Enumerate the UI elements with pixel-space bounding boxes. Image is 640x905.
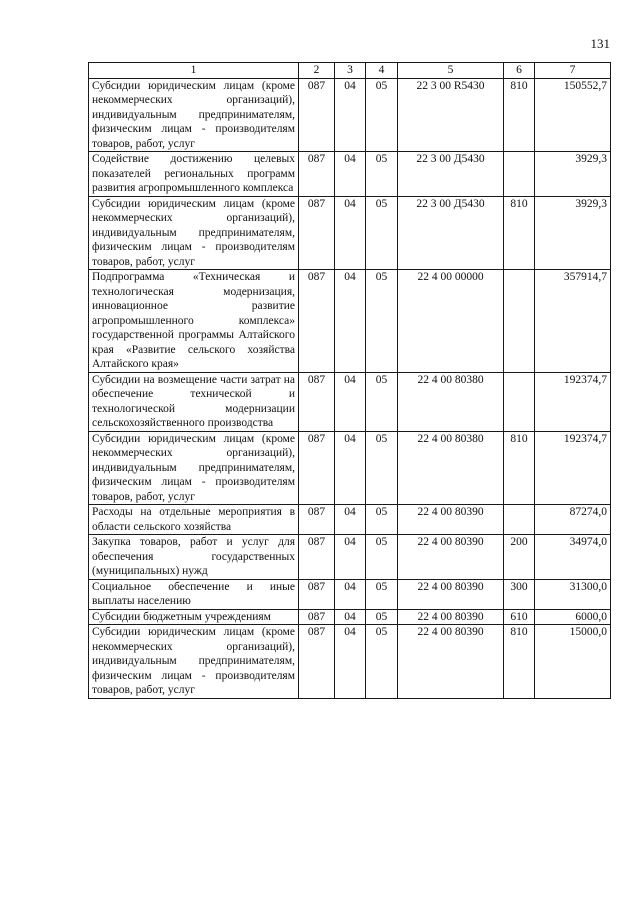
subsection-code-cell: 05	[366, 78, 398, 152]
subsection-code-cell: 05	[366, 535, 398, 580]
section-code-cell: 04	[335, 609, 366, 625]
target-article-cell: 22 4 00 80390	[398, 579, 504, 609]
expense-name-cell: Субсидии юридическим лицам (кроме некоммерческих организаций), индивидуальным предпринимателям, физическим лицам - производителям товаров, работ, услуг	[89, 625, 299, 699]
section-code-cell: 04	[335, 535, 366, 580]
expense-name-cell: Расходы на отдельные мероприятия в области сельского хозяйства	[89, 505, 299, 535]
target-article-cell: 22 4 00 80390	[398, 609, 504, 625]
expense-type-cell: 200	[504, 535, 535, 580]
subsection-code-cell: 05	[366, 431, 398, 505]
department-code-cell: 087	[299, 431, 335, 505]
department-code-cell: 087	[299, 625, 335, 699]
amount-cell: 357914,7	[535, 270, 611, 373]
section-code-cell: 04	[335, 579, 366, 609]
expense-type-cell	[504, 270, 535, 373]
section-code-cell: 04	[335, 505, 366, 535]
department-code-cell: 087	[299, 372, 335, 431]
subsection-code-cell: 05	[366, 372, 398, 431]
table-body	[89, 78, 611, 698]
subsection-code-cell: 05	[366, 609, 398, 625]
section-code-cell: 04	[335, 196, 366, 270]
target-article-cell: 22 3 00 Д5430	[398, 152, 504, 197]
column-header-4: 4	[366, 63, 398, 79]
expense-type-cell: 610	[504, 609, 535, 625]
amount-cell: 192374,7	[535, 431, 611, 505]
expense-type-cell: 810	[504, 431, 535, 505]
column-header-1: 1	[89, 63, 299, 79]
section-code-cell: 04	[335, 372, 366, 431]
target-article-cell: 22 3 00 R5430	[398, 78, 504, 152]
department-code-cell: 087	[299, 505, 335, 535]
table-row	[89, 535, 611, 580]
column-header-2: 2	[299, 63, 335, 79]
table-row	[89, 625, 611, 699]
department-code-cell: 087	[299, 78, 335, 152]
column-header-5: 5	[398, 63, 504, 79]
department-code-cell: 087	[299, 270, 335, 373]
amount-cell: 3929,3	[535, 152, 611, 197]
subsection-code-cell: 05	[366, 270, 398, 373]
table-row	[89, 196, 611, 270]
expense-name-cell: Субсидии юридическим лицам (кроме некоммерческих организаций), индивидуальным предпринимателям, физическим лицам - производителям товаров, работ, услуг	[89, 78, 299, 152]
expense-type-cell: 810	[504, 78, 535, 152]
expense-name-cell: Субсидии юридическим лицам (кроме некоммерческих организаций), индивидуальным предпринимателям, физическим лицам - производителям товаров, работ, услуг	[89, 196, 299, 270]
expense-name-cell: Субсидии юридическим лицам (кроме некоммерческих организаций), индивидуальным предпринимателям, физическим лицам - производителям товаров, работ, услуг	[89, 431, 299, 505]
amount-cell: 31300,0	[535, 579, 611, 609]
amount-cell: 34974,0	[535, 535, 611, 580]
expense-type-cell: 300	[504, 579, 535, 609]
target-article-cell: 22 4 00 00000	[398, 270, 504, 373]
department-code-cell: 087	[299, 152, 335, 197]
table-row	[89, 579, 611, 609]
column-header-7: 7	[535, 63, 611, 79]
section-code-cell: 04	[335, 625, 366, 699]
subsection-code-cell: 05	[366, 505, 398, 535]
expense-name-cell: Субсидии бюджетным учреждениям	[89, 609, 299, 625]
section-code-cell: 04	[335, 270, 366, 373]
target-article-cell: 22 4 00 80390	[398, 505, 504, 535]
target-article-cell: 22 4 00 80380	[398, 431, 504, 505]
target-article-cell: 22 4 00 80390	[398, 625, 504, 699]
amount-cell: 15000,0	[535, 625, 611, 699]
department-code-cell: 087	[299, 579, 335, 609]
section-code-cell: 04	[335, 431, 366, 505]
expense-name-cell: Подпрограмма «Техническая и технологическая модернизация, инновационное развитие агропромышленного комплекса» государственной программы Алтайского края «Развитие сельского хозяйства Алтайского края»	[89, 270, 299, 373]
table-row	[89, 372, 611, 431]
table-row	[89, 270, 611, 373]
expense-type-cell	[504, 152, 535, 197]
expense-type-cell	[504, 372, 535, 431]
expense-type-cell: 810	[504, 196, 535, 270]
subsection-code-cell: 05	[366, 579, 398, 609]
expense-type-cell: 810	[504, 625, 535, 699]
column-header-6: 6	[504, 63, 535, 79]
table-row	[89, 505, 611, 535]
section-code-cell: 04	[335, 152, 366, 197]
budget-table	[88, 62, 611, 699]
table-row	[89, 609, 611, 625]
target-article-cell: 22 4 00 80390	[398, 535, 504, 580]
subsection-code-cell: 05	[366, 152, 398, 197]
table-row	[89, 78, 611, 152]
target-article-cell: 22 4 00 80380	[398, 372, 504, 431]
table-row	[89, 152, 611, 197]
subsection-code-cell: 05	[366, 196, 398, 270]
amount-cell: 192374,7	[535, 372, 611, 431]
target-article-cell: 22 3 00 Д5430	[398, 196, 504, 270]
section-code-cell: 04	[335, 78, 366, 152]
table-row	[89, 431, 611, 505]
department-code-cell: 087	[299, 196, 335, 270]
expense-name-cell: Закупка товаров, работ и услуг для обеспечения государственных (муниципальных) нужд	[89, 535, 299, 580]
page-number: 131	[590, 36, 610, 51]
expense-name-cell: Содействие достижению целевых показателей региональных программ развития агропромышленного комплекса	[89, 152, 299, 197]
header-row	[89, 63, 611, 79]
expense-name-cell: Социальное обеспечение и иные выплаты населению	[89, 579, 299, 609]
amount-cell: 6000,0	[535, 609, 611, 625]
expense-type-cell	[504, 505, 535, 535]
amount-cell: 150552,7	[535, 78, 611, 152]
subsection-code-cell: 05	[366, 625, 398, 699]
department-code-cell: 087	[299, 535, 335, 580]
department-code-cell: 087	[299, 609, 335, 625]
column-header-3: 3	[335, 63, 366, 79]
amount-cell: 87274,0	[535, 505, 611, 535]
expense-name-cell: Субсидии на возмещение части затрат на обеспечение технической и технологической модернизации сельскохозяйственного производства	[89, 372, 299, 431]
amount-cell: 3929,3	[535, 196, 611, 270]
